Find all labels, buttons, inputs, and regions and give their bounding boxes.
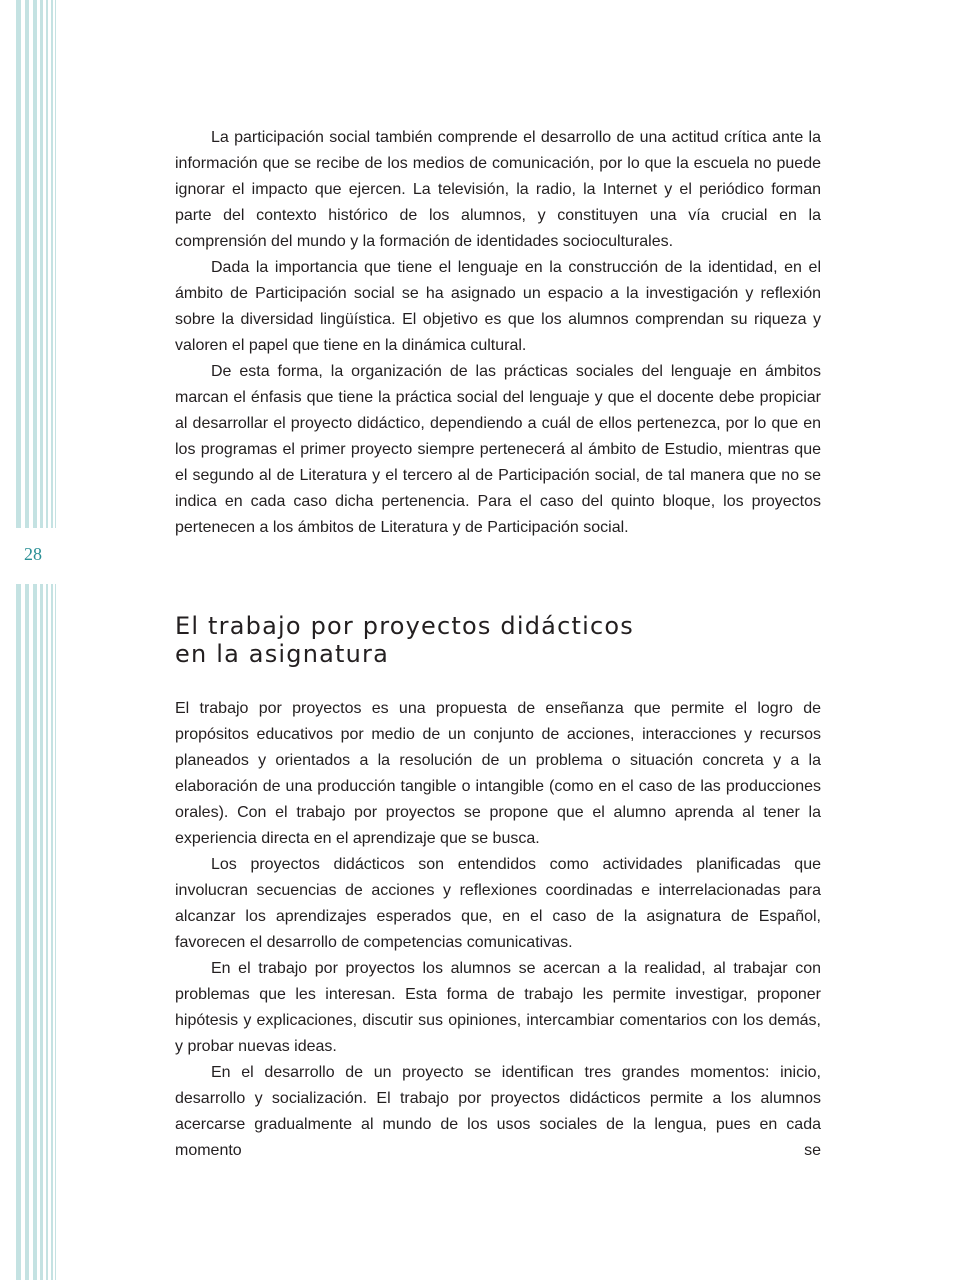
margin-stripe [51, 0, 53, 528]
body-paragraph: En el desarrollo de un proyecto se identifican tres grandes momentos: inicio, desarrollo y socialización. El trabajo por proyectos didácticos permite a los alumnos acercarse gradualmente al mundo de los usos sociales de la lengua, pues en cada momento se [175, 1064, 821, 1159]
body-paragraph: Dada la importancia que tiene el lenguaje en la construcción de la identidad, en el ámbito de Participación social se ha asignado un espacio a la investigación y reflexión sobre la diversidad lingüística. El objetivo es que los alumnos comprendan su riqueza y valoren el papel que tiene en la dinámica cultural. [175, 259, 821, 354]
margin-stripe [33, 584, 37, 1280]
body-paragraph: De esta forma, la organización de las prácticas sociales del lenguaje en ámbitos marcan el énfasis que tiene la práctica social del lenguaje y que el docente debe propiciar al desarrollar el proyecto didáctico, dependiendo a cuál de ellos pertenezca, por lo que en los programas el primer proyecto siempre pertenecerá al ámbito de Estudio, mientras que el segundo al de Literatura y el tercero al de Participación social, de tal manera que no se indica en cada caso dicha pertenencia. Para el caso del quinto bloque, los proyectos pertenecen a los ámbitos de Literatura y de Participación social. [175, 363, 821, 536]
margin-stripe [40, 584, 43, 1280]
body-paragraph: Los proyectos didácticos son entendidos como actividades planificadas que involucran secuencias de acciones y reflexiones coordinadas e interrelacionadas para alcanzar los aprendizajes esperados que, en el caso de la asignatura de Español, favorecen el desarrollo de competencias comunicativas. [175, 856, 821, 951]
margin-stripe [25, 0, 29, 528]
section-heading [175, 612, 821, 668]
body-paragraph: El trabajo por proyectos es una propuesta de enseñanza que permite el logro de propósitos educativos por medio de un conjunto de acciones, interacciones y recursos planeados y orientados a la resolución de un problema o situación concreta y a la elaboración de una producción tangible o intangible (como en el caso de las producciones orales). Con el trabajo por proyectos se propone que el alumno aprenda al tener la experiencia directa en el aprendizaje que se busca. [175, 700, 821, 847]
margin-stripe [46, 0, 48, 528]
margin-stripe [16, 0, 21, 528]
margin-stripe [55, 584, 56, 1280]
page-number: 28 [24, 544, 42, 564]
margin-stripe [16, 584, 21, 1280]
margin-stripe [51, 584, 53, 1280]
intro-text-block [175, 125, 821, 541]
margin-stripe [40, 0, 43, 528]
body-paragraph: En el trabajo por proyectos los alumnos se acercan a la realidad, al trabajar con problemas que les interesan. Esta forma de trabajo les permite investigar, proponer hipótesis y explicaciones, discutir sus opiniones, intercambiar comentarios con los demás, y probar nuevas ideas. [175, 960, 821, 1055]
margin-stripe [25, 584, 29, 1280]
body-paragraph: La participación social también comprende el desarrollo de una actitud crítica ante la información que se recibe de los medios de comunicación, por lo que la escuela no puede ignorar el impacto que ejercen. La televisión, la radio, la Internet y el periódico forman parte del contexto histórico de los alumnos, y constituyen una vía crucial en la comprensión del mundo y la formación de identidades socioculturales. [175, 129, 821, 250]
section-text-block [175, 696, 821, 1164]
section-heading-line: El trabajo por proyectos didácticos [175, 612, 634, 640]
margin-stripe [55, 0, 56, 528]
margin-stripe [33, 0, 37, 528]
margin-stripe [46, 584, 48, 1280]
margin-stripes-bottom [0, 584, 60, 1280]
margin-stripes-top [0, 0, 60, 528]
section-heading-line: en la asignatura [175, 640, 390, 668]
